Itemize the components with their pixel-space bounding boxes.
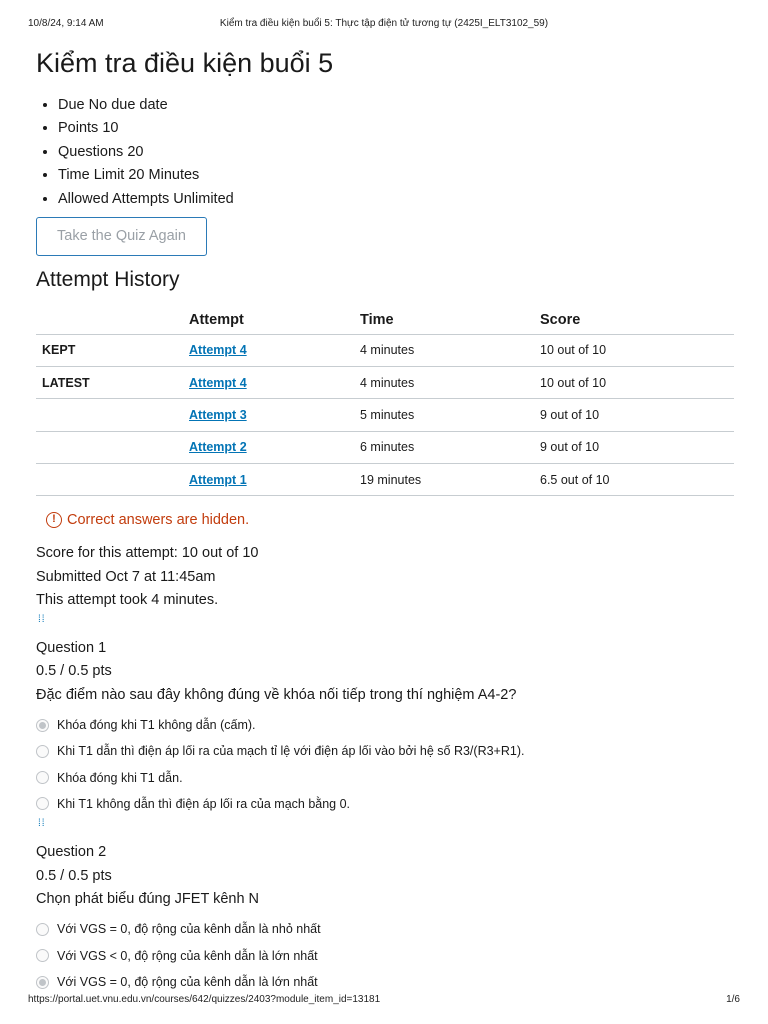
answer-text: Khóa đóng khi T1 dẫn. [57,770,183,785]
radio-unselected [36,797,49,810]
detail-key: Points [58,120,99,137]
drag-handle-icon[interactable]: ⁞⁞ [38,818,46,830]
detail-value: No due date [88,97,168,113]
answer-option [36,916,736,942]
print-date: 10/8/24, 9:14 AM [28,18,104,29]
detail-value: 20 Minutes [128,167,200,184]
attempt-time: 5 minutes [354,399,534,431]
attempt-score: 6.5 out of 10 [534,464,734,496]
drag-handle-icon[interactable]: ⁞⁞ [38,613,46,625]
attempt-link[interactable]: Attempt 1 [189,472,247,487]
table-row [36,464,734,496]
answer-option [36,969,736,995]
attempt-score: 9 out of 10 [534,399,734,431]
detail-points [58,117,736,140]
table-header-row [36,307,734,334]
detail-due [58,94,736,117]
column-header-score: Score [534,307,734,334]
detail-value: Unlimited [173,190,234,207]
detail-questions [58,141,736,164]
detail-key: Time Limit [58,167,125,184]
answer-text: Khóa đóng khi T1 không dẫn (cấm). [57,718,256,733]
attempt-time: 19 minutes [354,464,534,496]
print-url: https://portal.uet.vnu.edu.vn/courses/642/quizzes/2403?module_item_id=13181 [28,994,381,1005]
column-header-status [36,307,183,334]
question-text: Đặc điểm nào sau đây không đúng về khóa nối tiếp trong thí nghiệm A4-2? [36,686,517,703]
page-title: Kiểm tra điều kiện buổi 5 [36,48,334,78]
question-text: Chọn phát biểu đúng JFET kênh N [36,890,260,907]
column-header-time: Time [354,307,534,334]
detail-time-limit [58,164,736,187]
attempt-status: KEPT [36,334,183,366]
attempt-score: 9 out of 10 [534,431,734,463]
main-content [36,44,736,995]
attempt-link[interactable]: Attempt 4 [189,343,247,358]
print-header [28,18,740,32]
question-points: 0.5 / 0.5 pts [36,663,112,680]
column-header-attempt: Attempt [183,307,354,334]
radio-unselected [36,923,49,936]
attempt-cell [183,334,354,366]
answer-option [36,738,736,764]
attempt-status: LATEST [36,366,183,398]
answer-list [36,916,736,995]
question-points: 0.5 / 0.5 pts [36,867,112,884]
answer-option [36,943,736,969]
correct-answers-hidden-notice [46,510,736,530]
table-row [36,431,734,463]
attempt-link[interactable]: Attempt 3 [189,408,247,422]
detail-key: Allowed Attempts [58,190,170,207]
notice-text: Correct answers are hidden. [67,512,250,529]
radio-selected [36,719,49,732]
attempt-cell [183,399,354,431]
table-row [36,366,734,398]
attempt-link[interactable]: Attempt 2 [189,440,247,455]
answer-text: Với VGS = 0, độ rộng của kênh dẫn là nhỏ nhất [57,922,321,937]
attempt-history-table [36,307,734,496]
print-page-title: Kiểm tra điều kiện buổi 5: Thực tập điện tử tương tự (2425I_ELT3102_59) [219,18,549,29]
detail-key: Questions [58,143,124,160]
attempt-cell [183,366,354,398]
quiz-details [36,94,736,211]
answer-list [36,712,736,817]
radio-unselected [36,949,49,962]
detail-allowed-attempts [58,188,736,211]
attempt-score: 10 out of 10 [534,334,734,366]
attempt-time: 6 minutes [354,431,534,463]
submitted-text: Submitted Oct 7 at 11:45am [36,568,216,585]
attempt-link[interactable]: Attempt 4 [189,375,247,390]
detail-value: 10 [102,120,119,137]
warning-icon: ! [46,512,62,528]
detail-value: 20 [127,143,144,160]
radio-selected [36,976,49,989]
answer-text: Khi T1 không dẫn thì điện áp lối ra của mạch bằng 0. [57,796,351,811]
detail-key: Due [58,97,85,113]
question-title: Question 1 [36,639,107,656]
attempt-status [36,399,183,431]
attempt-time: 4 minutes [354,366,534,398]
answer-option [36,765,736,791]
radio-unselected [36,771,49,784]
question-title: Question 2 [36,844,107,861]
attempt-cell [183,464,354,496]
radio-unselected [36,745,49,758]
answer-option [36,791,736,817]
attempt-status [36,431,183,463]
attempt-summary [36,542,736,612]
attempt-duration-text: This attempt took 4 minutes. [36,592,219,609]
table-row [36,399,734,431]
attempt-score: 10 out of 10 [534,366,734,398]
print-footer [28,994,740,1008]
take-quiz-again-button[interactable]: Take the Quiz Again [36,217,207,256]
answer-text: Với VGS < 0, độ rộng của kênh dẫn là lớn nhất [57,948,318,963]
table-row [36,334,734,366]
print-page-number: 1/6 [726,994,740,1005]
attempt-history-title: Attempt History [36,268,180,292]
attempt-time: 4 minutes [354,334,534,366]
question-2 [36,841,736,995]
attempt-score-text: Score for this attempt: 10 out of 10 [36,545,259,562]
question-1 [36,637,736,817]
answer-option [36,712,736,738]
attempt-status [36,464,183,496]
attempt-cell [183,431,354,463]
answer-text: Với VGS = 0, độ rộng của kênh dẫn là lớn nhất [57,975,318,990]
answer-text: Khi T1 dẫn thì điện áp lối ra của mạch tỉ lệ với điện áp lối vào bởi hệ số R3/(R3+R1). [57,744,525,759]
